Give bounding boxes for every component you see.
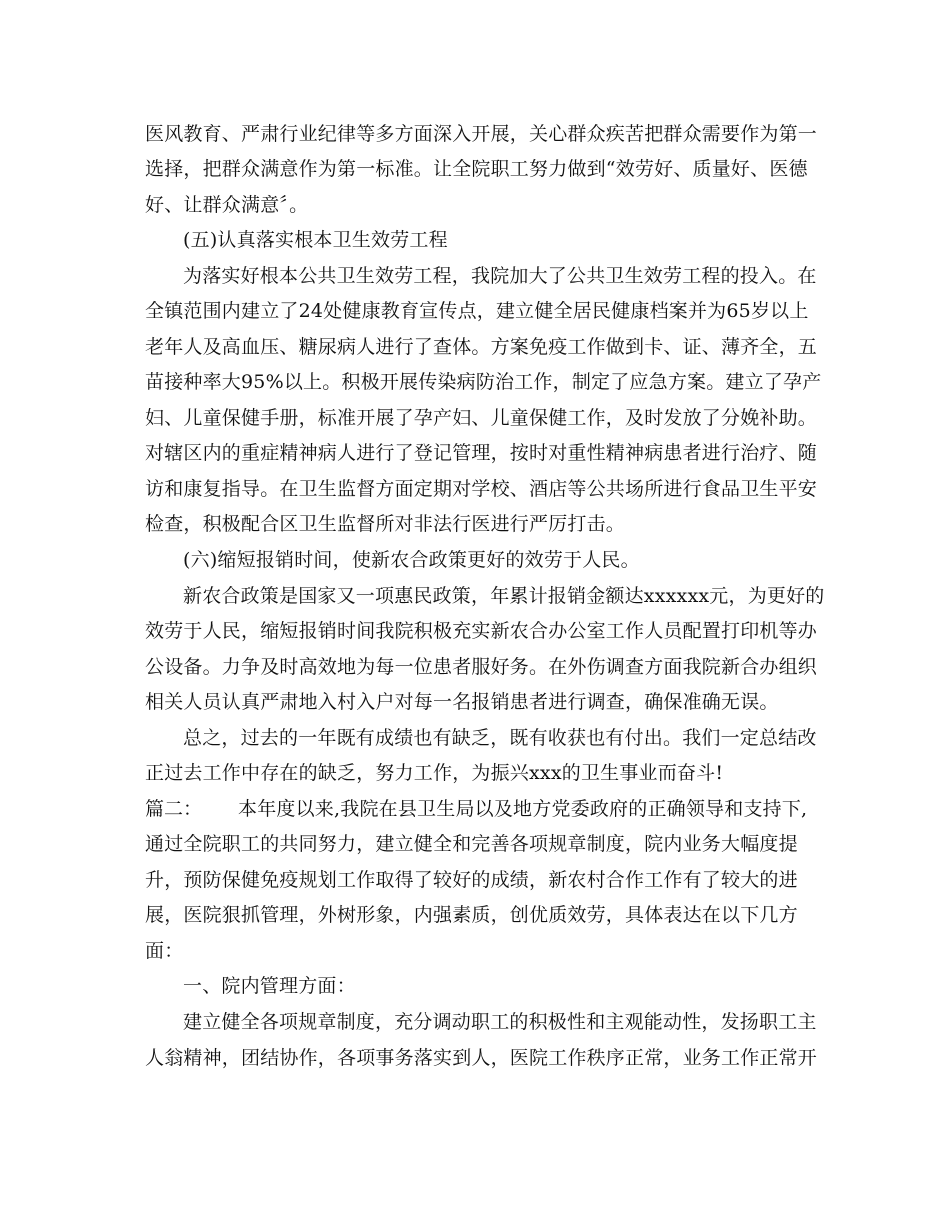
paragraph-line: 面： [145, 940, 184, 962]
paragraph-line: 为落实好根本公共卫生效劳工程，我院加大了公共卫生效劳工程的投入。在 [183, 265, 817, 287]
part-two-label: 篇二： [145, 798, 203, 820]
paragraph-line: 建立健全各项规章制度，充分调动职工的积极性和主观能动性，发扬职工主 [183, 1011, 817, 1033]
paragraph-line: 选择，把群众满意作为第一标准。让全院职工努力做到“效劳好、质量好、医德 [145, 158, 808, 180]
paragraph-line: 总之，过去的一年既有成绩也有缺乏，既有收获也有付出。我们一定总结改 [183, 727, 817, 749]
paragraph-line: 新农合政策是国家又一项惠民政策，年累计报销金额达xxxxxx元，为更好的 [183, 585, 825, 607]
paragraph-line: 妇、儿童保健手册，标准开展了孕产妇、儿童保健工作，及时发放了分娩补助。 [145, 407, 818, 429]
paragraph-line: 全镇范围内建立了24处健康教育宣传点，建立健全居民健康档案并为65岁以上 [145, 300, 809, 322]
paragraph-line: 正过去工作中存在的缺乏，努力工作，为振兴xxx的卫生事业而奋斗! [145, 762, 724, 784]
paragraph-line: 公设备。力争及时高效地为每一位患者服好务。在外伤调查方面我院新合办组织 [145, 656, 818, 678]
paragraph-line: 展，医院狠抓管理，外树形象，内强素质，创优质效劳，具体表达在以下几方 [145, 904, 798, 926]
paragraph-line: 效劳于人民，缩短报销时间我院积极充实新农合办公室工作人员配置打印机等办 [145, 620, 818, 642]
section-heading: (五)认真落实根本卫生效劳工程 [183, 229, 448, 251]
paragraph-line: 苗接种率大95%以上。积极开展传染病防治工作，制定了应急方案。建立了孕产 [145, 371, 822, 393]
paragraph-line: 好、让群众满意〞。 [145, 194, 309, 216]
section-heading: 一、院内管理方面： [183, 975, 356, 997]
section-heading: (六)缩短报销时间，使新农合政策更好的效劳于人民。 [183, 549, 640, 571]
paragraph-line: 医风教育、严肃行业纪律等多方面深入开展，关心群众疾苦把群众需要作为第一 [145, 123, 818, 145]
paragraph-line: 通过全院职工的共同努力，建立健全和完善各项规章制度，院内业务大幅度提 [145, 833, 798, 855]
paragraph-line: 检查，积极配合区卫生监督所对非法行医进行严厉打击。 [145, 513, 626, 535]
paragraph-line: 升，预防保健免疫规划工作取得了较好的成绩，新农村合作工作有了较大的进 [145, 869, 798, 891]
paragraph-line: 对辖区内的重症精神病人进行了登记管理，按时对重性精神病患者进行治疗、随 [145, 442, 818, 464]
paragraph-line: 访和康复指导。在卫生监督方面定期对学校、酒店等公共场所进行食品卫生平安 [145, 478, 818, 500]
paragraph-line: 相关人员认真严肃地入村入户对每一名报销患者进行调查，确保准确无误。 [145, 691, 779, 713]
paragraph-line: 老年人及高血压、糖尿病人进行了查体。方案免疫工作做到卡、证、薄齐全，五 [145, 336, 818, 358]
paragraph-line: 人翁精神，团结协作，各项事务落实到人，医院工作秩序正常，业务工作正常开 [145, 1047, 818, 1069]
paragraph-line: 本年度以来,我院在县卫生局以及地方党委政府的正确领导和支持下, [238, 798, 808, 820]
